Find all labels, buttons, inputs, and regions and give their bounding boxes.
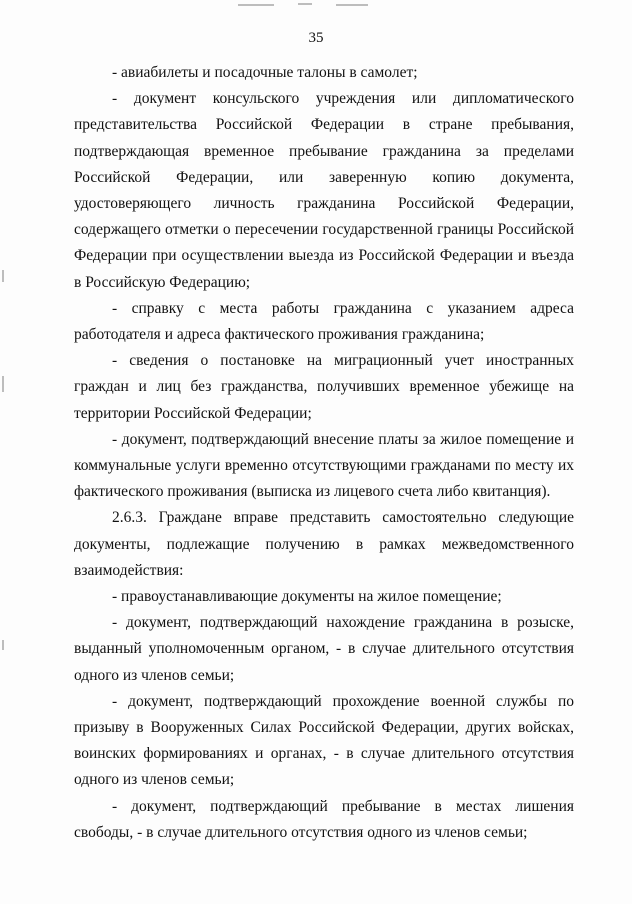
scan-artifact-top	[238, 4, 274, 6]
paragraph: - правоустанавливающие документы на жилое помещение;	[112, 588, 502, 606]
paragraph: - документ, подтверждающий прохождение военной службы по призыву в Вооруженных Силах Российской Федерации, других войсках, воинских формированиях и органах, - в случае длительного отсутствия одного из членов семьи;	[74, 692, 574, 789]
scan-artifact-left	[2, 376, 4, 392]
paragraph: - справку с места работы гражданина с указанием адреса работодателя и адреса фактического проживания гражданина;	[74, 299, 574, 344]
scan-artifact-left	[2, 270, 4, 282]
paragraph: - документ, подтверждающий внесение платы за жилое помещение и коммунальные услуги временно отсутствующими гражданами по месту их фактического проживания (выписка из лицевого счета либо квитанция).	[74, 430, 574, 501]
paragraph: - сведения о постановке на миграционный учет иностранных граждан и лиц без гражданства, получивших временное убежище на территории Российской Федерации;	[74, 352, 574, 422]
scan-artifact-top	[298, 3, 312, 5]
paragraph: - документ консульского учреждения или дипломатического представительства Российской Федерации в стране пребывания, подтверждающая временное пребывание гражданина за пределами Российской Федерации, или заверенную копию документа, удостоверяющего личность гражданина Российской Федерации, содержащего отметки о пересечении государственной границы Российской Федерации при осуществлении выезда из Российской Федерации и въезда в Российскую Федерацию;	[74, 90, 574, 291]
paragraph: - документ, подтверждающий нахождение гражданина в розыске, выданный уполномоченным органом, - в случае длительного отсутствия одного из членов семьи;	[74, 614, 574, 684]
paragraph: - авиабилеты и посадочные талоны в самолет;	[112, 64, 418, 81]
scan-artifact-left	[2, 640, 4, 650]
page-number: 35	[308, 30, 324, 46]
document-body	[74, 60, 574, 846]
paragraph: 2.6.3. Граждане вправе представить самостоятельно следующие документы, подлежащие получению в рамках межведомственного взаимодействия:	[74, 509, 574, 579]
paragraph: - документ, подтверждающий пребывание в местах лишения свободы, - в случае длительного отсутствия одного из членов семьи;	[74, 797, 574, 841]
scan-artifact-top	[336, 4, 368, 6]
